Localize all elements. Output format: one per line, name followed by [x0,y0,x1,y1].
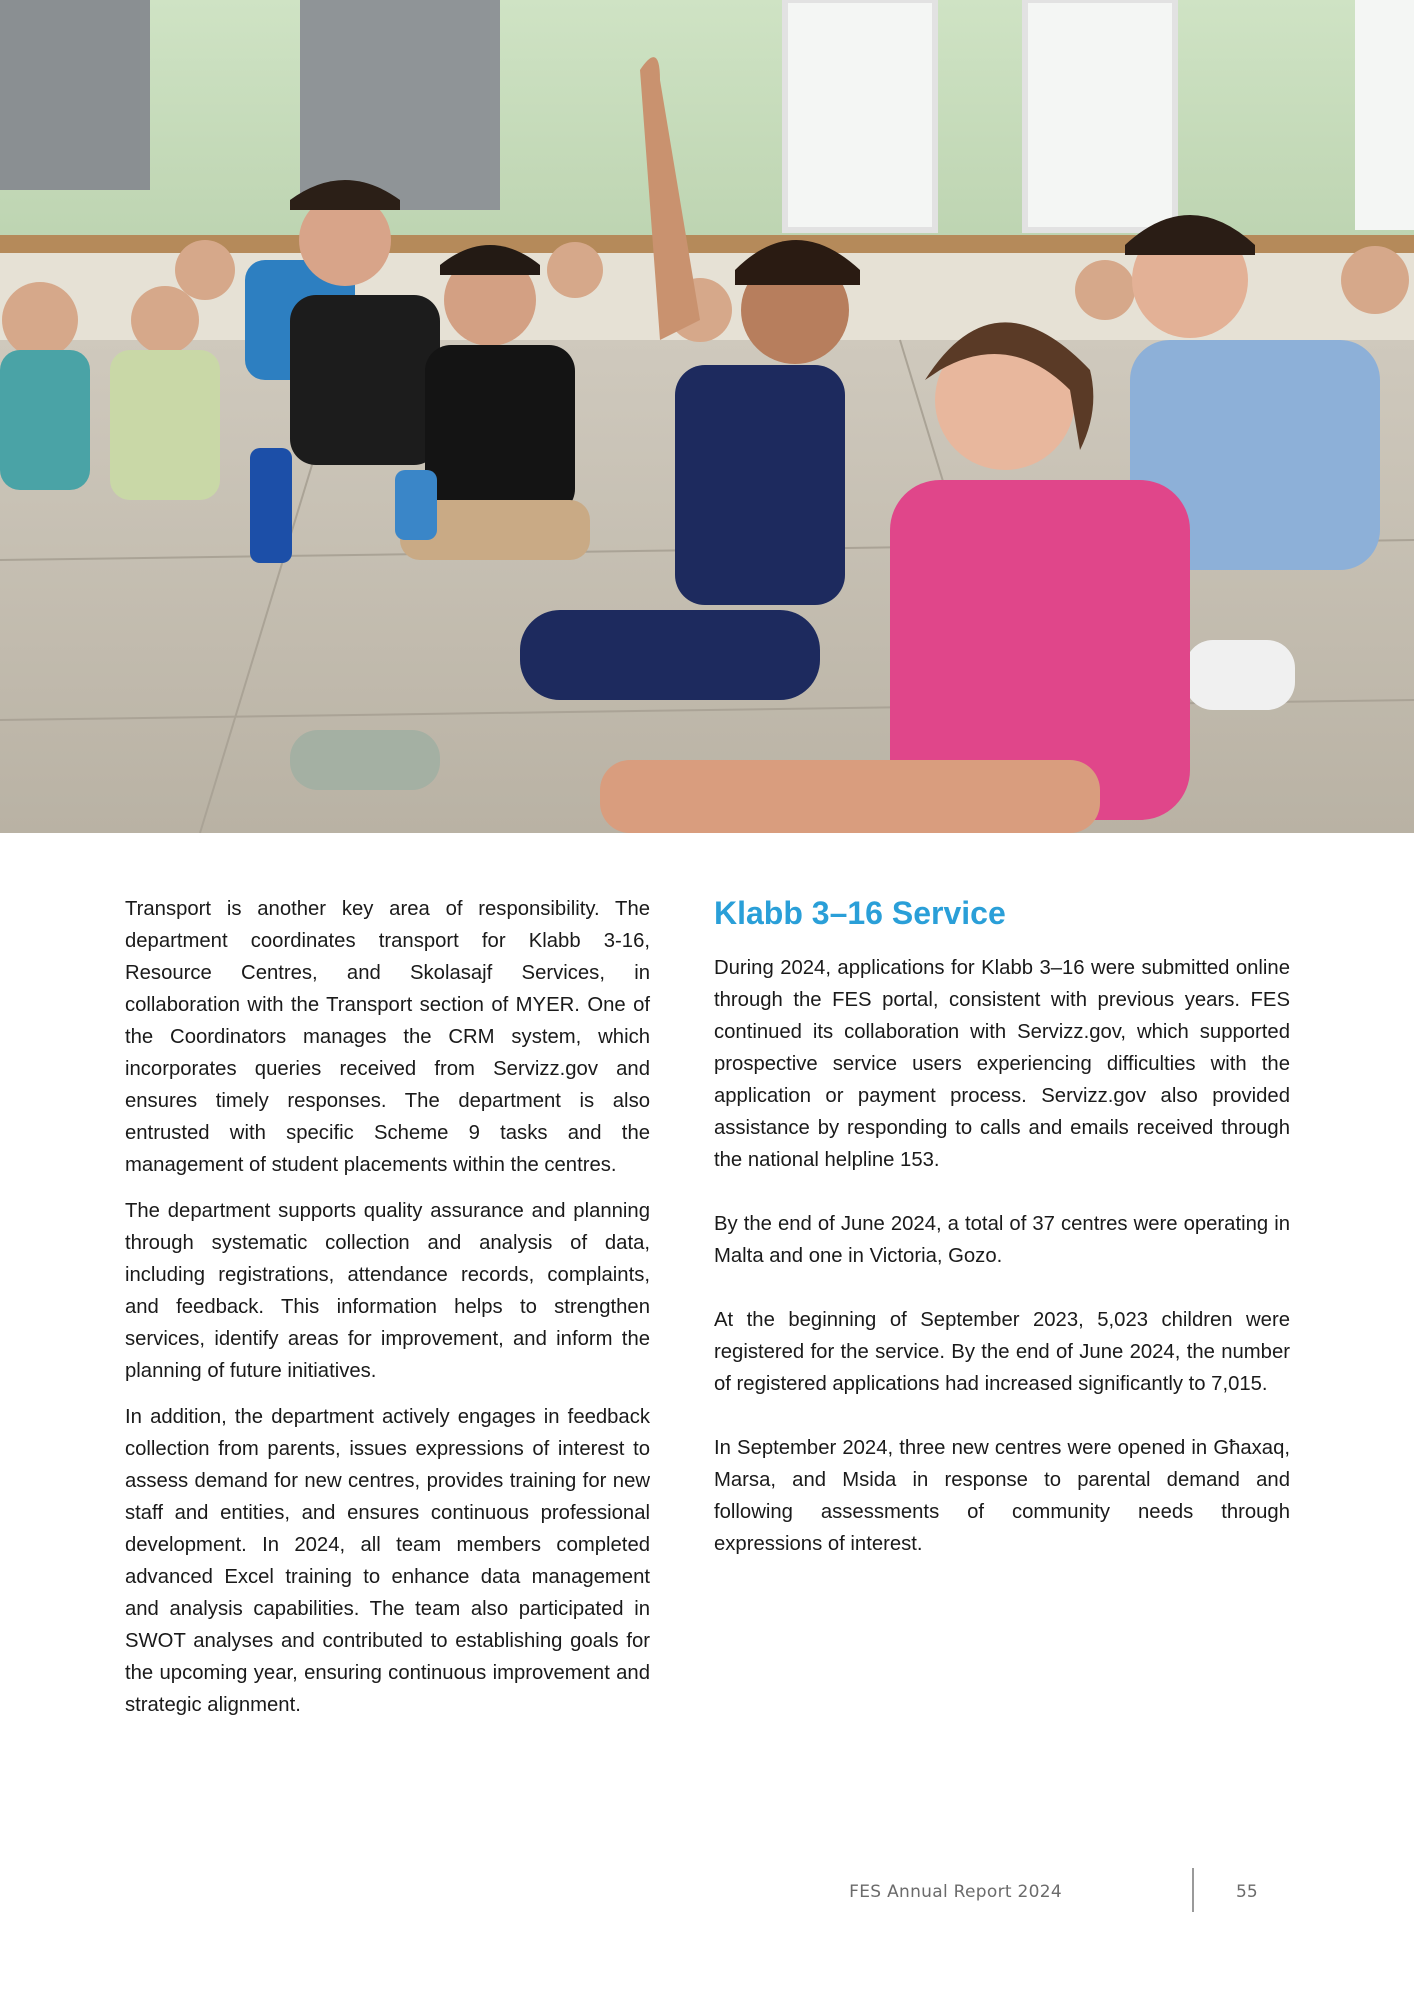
footer-divider [1192,1868,1194,1912]
section-heading: Klabb 3–16 Service [714,895,1006,931]
applications-paragraph: During 2024, applications for Klabb 3–16 were submitted online through the FES portal, consistent with previous years. FES continued its collaboration with Servizz.gov, which supported prospective service users experiencing difficulties with the application or payment process. Servizz.gov also provided assistance by responding to calls and emails received through the national helpline 153. [714,957,1290,1171]
classroom-children-photo [0,0,1414,833]
quality-assurance-paragraph: The department supports quality assurance and planning through systematic collection and analysis of data, including registrations, attendance records, complaints, and feedback. This information helps to strengthen services, identify areas for improvement, and inform the planning of future initiatives. [125,1200,650,1382]
centres-count-paragraph: By the end of June 2024, a total of 37 centres were operating in Malta and one in Victoria, Gozo. [714,1213,1290,1267]
page-number: 55 [1236,1882,1258,1902]
photo-illustration [0,0,1414,833]
transport-paragraph: Transport is another key area of responsibility. The department coordinates transport for Klabb 3-16, Resource Centres, and Skolasajf Services, in collaboration with the Transport section of MYER. One of the Coordinators manages the CRM system, which incorporates queries received from Servizz.gov and ensures timely responses. The department is also entrusted with specific Scheme 9 tasks and the management of student placements within the centres. [125,898,650,1176]
left-column [125,893,650,1735]
new-centres-paragraph: In September 2024, three new centres were opened in Għaxaq, Marsa, and Msida in response to parental demand and following assessments of community needs through expressions of interest. [714,1437,1290,1555]
page-footer [849,1868,1300,1912]
feedback-training-paragraph: In addition, the department actively engages in feedback collection from parents, issues expressions of interest to assess demand for new centres, provides training for new staff and entities, and ensures continuous professional development. In 2024, all team members completed advanced Excel training to enhance data management and analysis capabilities. The team also participated in SWOT analyses and contributed to establishing goals for the upcoming year, ensuring continuous improvement and strategic alignment. [125,1406,650,1716]
footer-report-title: FES Annual Report 2024 [849,1882,1062,1902]
right-column [714,890,1290,1592]
registrations-paragraph: At the beginning of September 2023, 5,023 children were registered for the service. By the end of June 2024, the number of registered applications had increased significantly to 7,015. [714,1309,1290,1395]
